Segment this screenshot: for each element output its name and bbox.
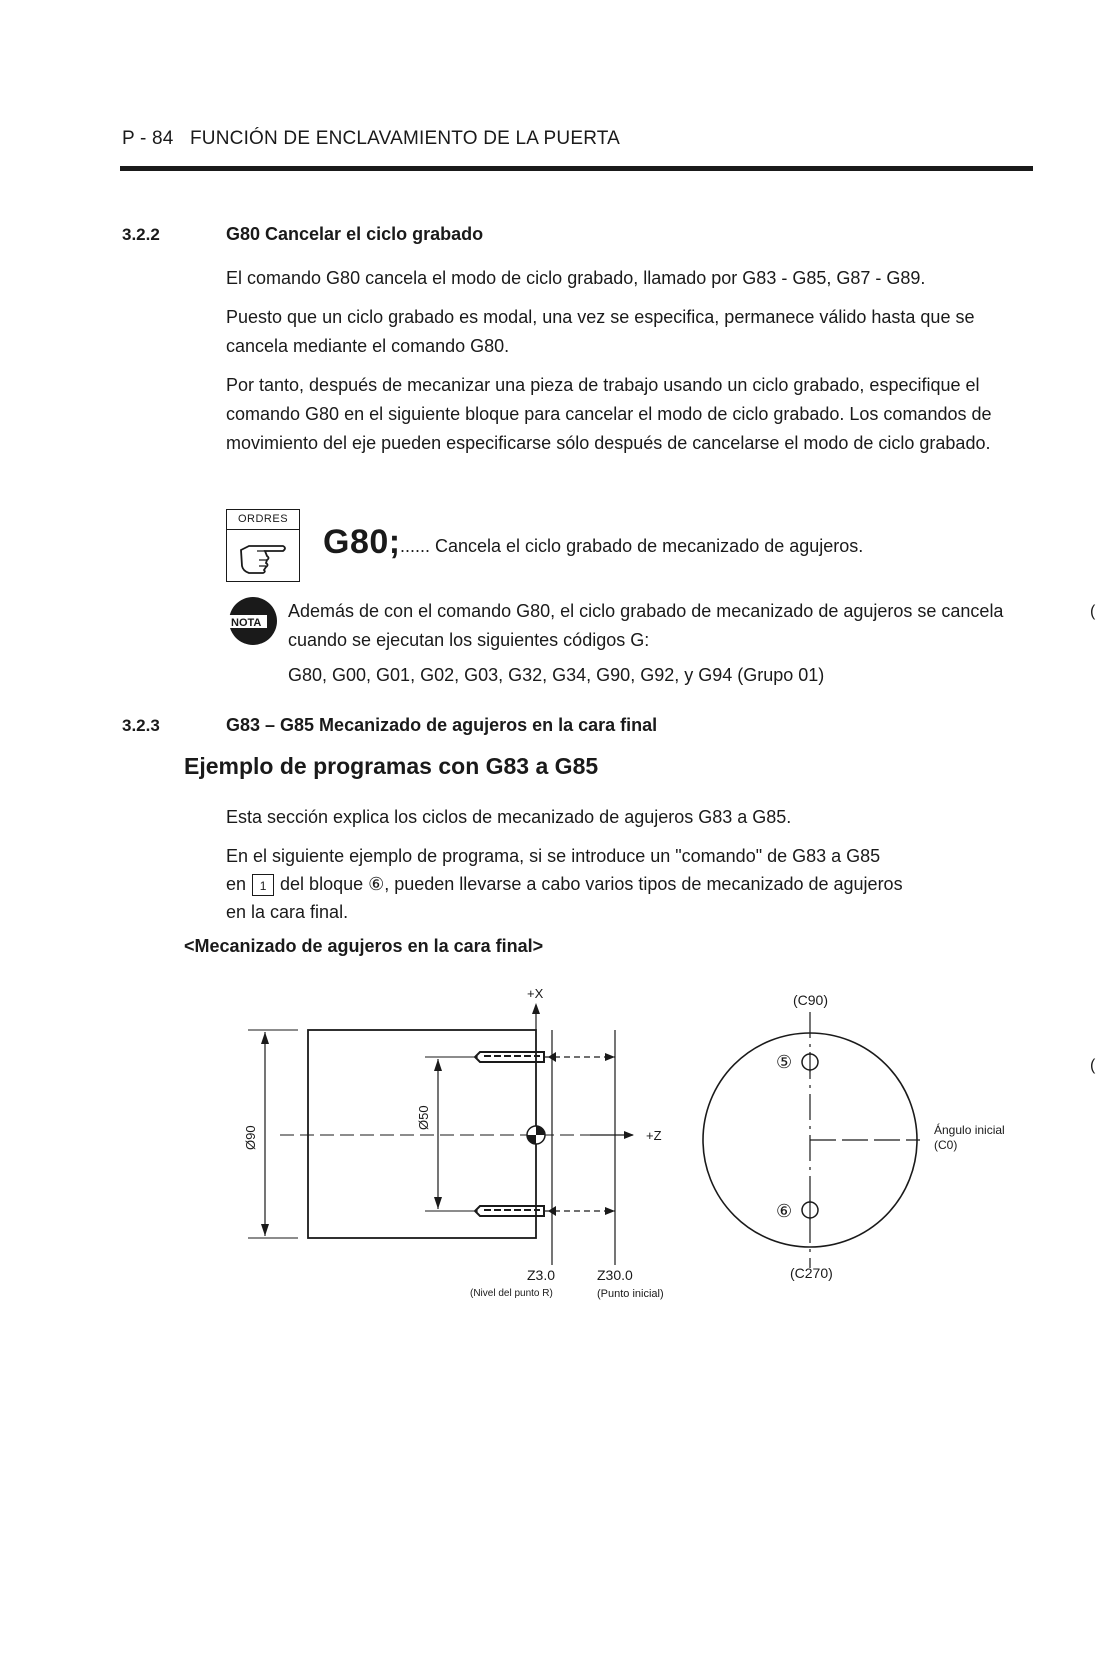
c270-label: (C270)	[790, 1265, 833, 1281]
z3-note: (Nivel del punto R)	[470, 1288, 553, 1299]
start-angle-label: Ángulo inicial	[934, 1123, 1005, 1137]
paragraph-g80-2: Puesto que un ciclo grabado es modal, una vez se especifica, permanece válido hasta que se cancela mediante el comando G80.	[226, 307, 975, 356]
chapter-title: FUNCIÓN DE ENCLAVAMIENTO DE LA PUERTA	[190, 128, 621, 149]
gcode-list: G80, G00, G01, G02, G03, G32, G34, G90, G92, y G94 (Grupo 01)	[288, 665, 825, 685]
key-1-box: 1	[252, 874, 274, 896]
example-heading: Ejemplo de programas con G83 a G85	[184, 753, 599, 779]
c90-label: (C90)	[793, 992, 829, 1008]
z30-note: (Punto inicial)	[597, 1288, 664, 1300]
inner-diameter-label: Ø50	[416, 1105, 431, 1130]
section-number-322: 3.2.2	[122, 225, 160, 244]
paragraph-example-1: Esta sección explica los ciclos de mecanizado de agujeros G83 a G85.	[226, 807, 792, 827]
c0-label: (C0)	[934, 1138, 958, 1152]
margin-mark-1: (	[1090, 603, 1096, 620]
lower-drill	[475, 1206, 615, 1216]
section-title-322: G80 Cancelar el ciclo grabado	[226, 224, 484, 244]
origin-marker	[527, 1126, 545, 1144]
example-en: en	[226, 874, 247, 894]
section-number-323: 3.2.3	[122, 716, 160, 735]
example-line-2-text: del bloque ⑥, pueden llevarse a cabo varios tipos de mecanizado de agujeros	[280, 874, 903, 894]
g80-command: G80;	[323, 523, 401, 561]
ordres-label: ORDRES	[227, 510, 299, 530]
x-axis-arrow	[532, 1003, 540, 1014]
example-line-3: en la cara final.	[226, 902, 349, 922]
page-number: P - 84	[122, 128, 174, 149]
diagram-subheading: <Mecanizado de agujeros en la cara final>	[184, 936, 544, 956]
z-axis-label: +Z	[646, 1128, 662, 1143]
example-line-1: En el siguiente ejemplo de programa, si se introduce un "comando" de G83 a G85	[226, 846, 881, 866]
section-title-323: G83 – G85 Mecanizado de agujeros en la cara final	[226, 715, 658, 735]
paragraph-g80-1: El comando G80 cancela el modo de ciclo grabado, llamado por G83 - G85, G87 - G89.	[226, 268, 926, 288]
x-axis-label: +X	[527, 986, 544, 1001]
hole-5-label: ⑤	[776, 1052, 793, 1072]
inner-diameter-dimension	[425, 1057, 478, 1211]
upper-drill	[475, 1052, 615, 1062]
z3-label: Z3.0	[527, 1267, 556, 1283]
margin-mark-2: (	[1090, 1057, 1096, 1074]
hole-6-label: ⑥	[776, 1201, 793, 1221]
paragraph-g80-3: Por tanto, después de mecanizar una pieza de trabajo usando un ciclo grabado, especifique el comando G80 en el siguiente bloque para cancelar el modo de ciclo grabado. Los comandos de movimiento del eje pueden especificarse sólo después de cancelarse el modo de ciclo grabado.	[226, 375, 992, 453]
outer-diameter-label: Ø90	[243, 1125, 258, 1150]
nota-label: NOTA	[231, 617, 262, 629]
g80-command-description: ...... Cancela el ciclo grabado de mecanizado de agujeros.	[400, 536, 864, 556]
nota-text: Además de con el comando G80, el ciclo grabado de mecanizado de agujeros se cancela cuando se ejecutan los siguientes códigos G:	[288, 601, 1004, 650]
z30-label: Z30.0	[597, 1267, 633, 1283]
